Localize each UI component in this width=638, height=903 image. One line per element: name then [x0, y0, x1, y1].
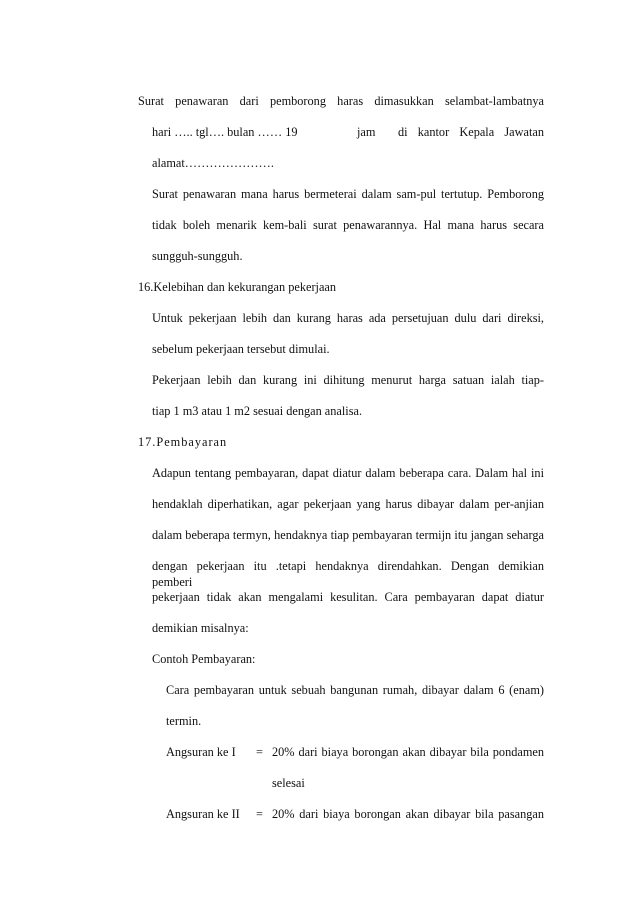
paragraph-line: tidak boleh menarik kem-bali surat penawarannya. Hal mana harus secara: [152, 218, 544, 232]
subheading: Contoh Pembayaran:: [152, 652, 256, 666]
installment-text-cont: selesai: [272, 776, 305, 790]
paragraph-line-part: jam: [357, 125, 376, 139]
paragraph-line-part: di kantor Kepala Jawatan: [398, 125, 544, 139]
paragraph-line-part: hari ….. tgl…. bulan …… 19: [152, 125, 298, 139]
paragraph-line: pekerjaan tidak akan mengalami kesulitan. Cara pembayaran dapat diatur: [152, 590, 544, 604]
paragraph-line: dengan pekerjaan itu .tetapi hendaknya direndahkan. Dengan demikian pemberi: [152, 559, 544, 589]
paragraph-line: dalam beberapa termyn, hendaknya tiap pembayaran termijn itu jangan seharga: [152, 528, 544, 542]
paragraph-line: demikian misalnya:: [152, 621, 249, 635]
paragraph-line: tiap 1 m3 atau 1 m2 sesuai dengan analisa.: [152, 404, 363, 418]
paragraph-line: hendaklah diperhatikan, agar pekerjaan yang harus dibayar dalam per-anjian: [152, 497, 544, 511]
installment-text: 20% dari biaya borongan akan dibayar bila pondamen: [272, 745, 544, 759]
paragraph-line: Surat penawaran mana harus bermeterai dalam sam-pul tertutup. Pemborong: [152, 187, 544, 201]
installment-text: 20% dari biaya borongan akan dibayar bila pasangan: [272, 807, 544, 821]
section-heading: 16.Kelebihan dan kekurangan pekerjaan: [138, 280, 337, 294]
installment-label: Angsuran ke I: [166, 745, 236, 759]
paragraph-line: alamat………………….: [152, 156, 274, 170]
paragraph-line: Pekerjaan lebih dan kurang ini dihitung menurut harga satuan ialah tiap-: [152, 373, 544, 387]
installment-equals: =: [256, 745, 263, 759]
paragraph-line: sebelum pekerjaan tersebut dimulai.: [152, 342, 330, 356]
paragraph-line: Adapun tentang pembayaran, dapat diatur dalam beberapa cara. Dalam hal ini: [152, 466, 544, 480]
installment-equals: =: [256, 807, 263, 821]
paragraph-line: Surat penawaran dari pemborong haras dimasukkan selambat-lambatnya: [138, 94, 544, 108]
paragraph-line: sungguh-sungguh.: [152, 249, 243, 263]
installment-label: Angsuran ke II: [166, 807, 240, 821]
paragraph-line: Untuk pekerjaan lebih dan kurang haras ada persetujuan dulu dari direksi,: [152, 311, 544, 325]
paragraph-line: Cara pembayaran untuk sebuah bangunan rumah, dibayar dalam 6 (enam): [166, 683, 544, 697]
paragraph-line: termin.: [166, 714, 202, 728]
section-heading: 17.Pembayaran: [138, 435, 228, 449]
